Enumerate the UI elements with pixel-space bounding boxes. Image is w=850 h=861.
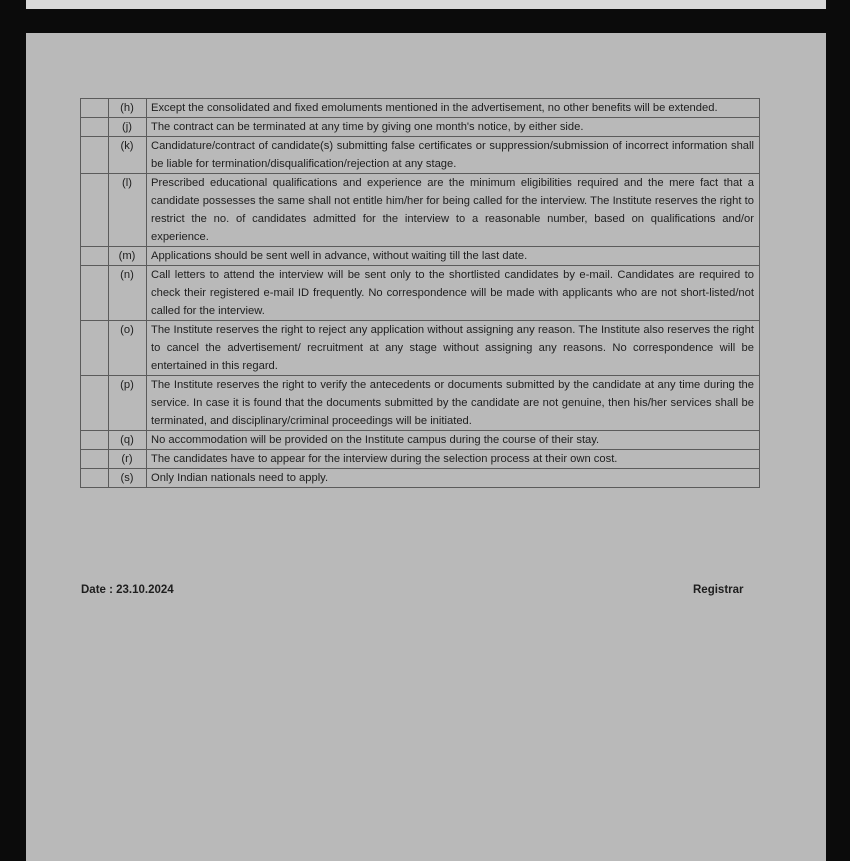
blank-cell [81, 118, 109, 137]
table-row [81, 450, 760, 469]
item-text: Applications should be sent well in advance, without waiting till the last date. [147, 247, 760, 266]
document-date: Date : 23.10.2024 [81, 584, 174, 596]
item-text: Except the consolidated and fixed emoluments mentioned in the advertisement, no other benefits will be extended. [147, 99, 760, 118]
item-text: The Institute reserves the right to reject any application without assigning any reason. The Institute also reserves the right to cancel the advertisement/ recruitment at any stage without assigning any reasons. No correspondence will be entertained in this regard. [147, 321, 760, 376]
blank-cell [81, 376, 109, 431]
table-row [81, 99, 760, 118]
table-row [81, 266, 760, 321]
table-row [81, 469, 760, 488]
blank-cell [81, 174, 109, 247]
item-label: (h) [109, 99, 147, 118]
top-strip [26, 0, 826, 9]
item-text: Only Indian nationals need to apply. [147, 469, 760, 488]
item-label: (n) [109, 266, 147, 321]
table-row [81, 431, 760, 450]
item-text: The candidates have to appear for the interview during the selection process at their own cost. [147, 450, 760, 469]
item-label: (p) [109, 376, 147, 431]
item-label: (r) [109, 450, 147, 469]
item-text: Candidature/contract of candidate(s) submitting false certificates or suppression/submission of incorrect information shall be liable for termination/disqualification/rejection at any stage. [147, 137, 760, 174]
signatory: Registrar [693, 584, 744, 596]
item-text: The Institute reserves the right to verify the antecedents or documents submitted by the candidate at any time during the service. In case it is found that the documents submitted by the candidate are not genuine, then his/her services shall be terminated, and disciplinary/criminal proceedings will be initiated. [147, 376, 760, 431]
item-label: (s) [109, 469, 147, 488]
item-label: (m) [109, 247, 147, 266]
blank-cell [81, 321, 109, 376]
blank-cell [81, 431, 109, 450]
table-row [81, 137, 760, 174]
table-row [81, 247, 760, 266]
item-text: The contract can be terminated at any time by giving one month's notice, by either side. [147, 118, 760, 137]
terms-table [80, 98, 760, 488]
item-label: (k) [109, 137, 147, 174]
table-row [81, 174, 760, 247]
item-label: (q) [109, 431, 147, 450]
table-row [81, 321, 760, 376]
blank-cell [81, 450, 109, 469]
blank-cell [81, 99, 109, 118]
blank-cell [81, 247, 109, 266]
item-text: No accommodation will be provided on the Institute campus during the course of their stay. [147, 431, 760, 450]
blank-cell [81, 266, 109, 321]
blank-cell [81, 137, 109, 174]
document-page [26, 33, 826, 861]
item-text: Call letters to attend the interview will be sent only to the shortlisted candidates by e-mail. Candidates are required to check their registered e-mail ID frequently. No correspondence will be made with applicants who are not short-listed/not called for the interview. [147, 266, 760, 321]
item-label: (o) [109, 321, 147, 376]
table-row [81, 118, 760, 137]
item-text: Prescribed educational qualifications and experience are the minimum eligibilities required and the mere fact that a candidate possesses the same shall not entitle him/her for being called for the interview. The Institute reserves the right to restrict the no. of candidates admitted for the interview to a reasonable number, based on qualifications and/or experience. [147, 174, 760, 247]
table-row [81, 376, 760, 431]
item-label: (j) [109, 118, 147, 137]
blank-cell [81, 469, 109, 488]
item-label: (l) [109, 174, 147, 247]
